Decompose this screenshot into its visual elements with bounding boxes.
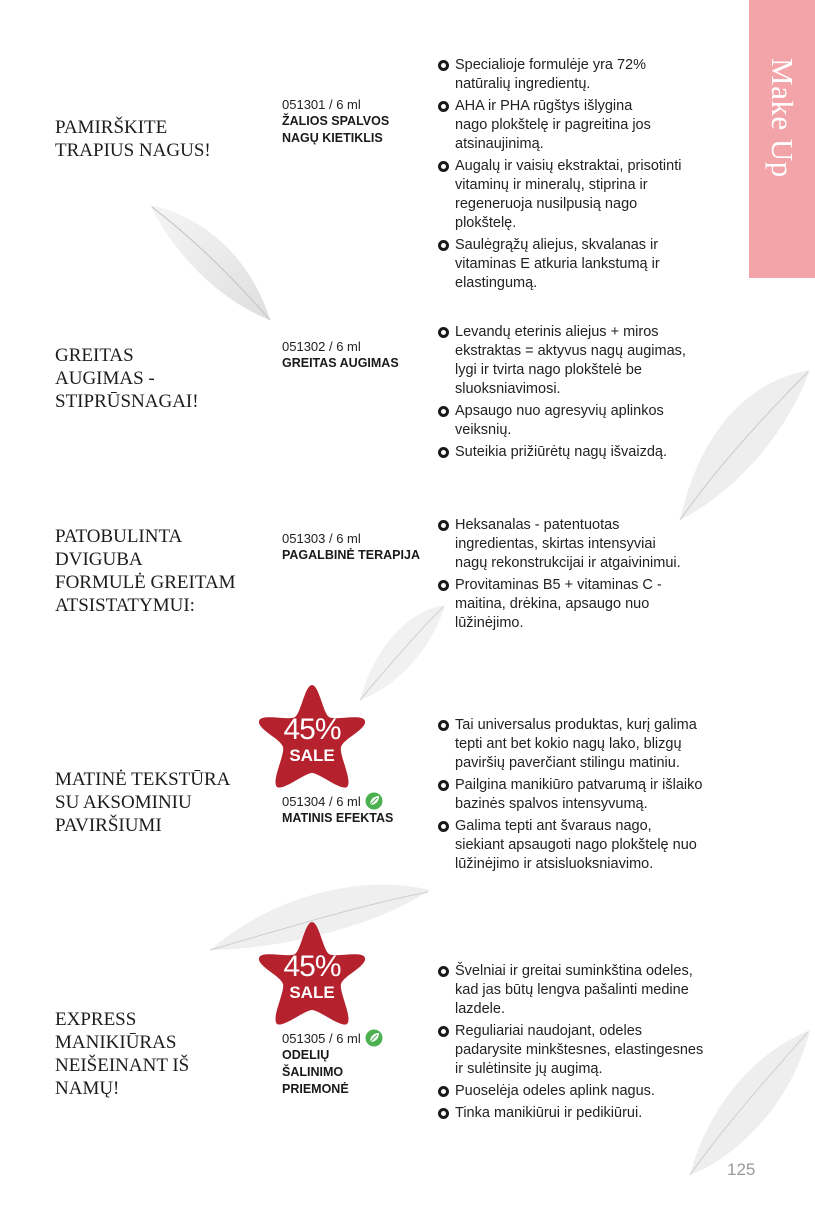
product-name: ŽALIOS SPALVOS NAGŲ KIETIKLIS xyxy=(282,114,390,145)
bullet-icon xyxy=(438,821,449,832)
product-code: 051304 / 6 ml xyxy=(282,792,432,810)
side-category-tab[interactable] xyxy=(749,0,815,278)
list-item: Tinka manikiūrui ir pedikiūrui. xyxy=(438,1104,753,1123)
product-code: 051302 / 6 ml xyxy=(282,339,361,354)
sale-badge xyxy=(257,920,367,1028)
list-item: Augalų ir vaisių ekstraktai, prisotinti vitaminų ir mineralų, stiprina ir regeneruoja nusilpusią nago plokštelę. xyxy=(438,157,753,233)
bullet-icon xyxy=(438,780,449,791)
list-item: Specialioje formulėje yra 72% natūralių ingredientų. xyxy=(438,56,753,94)
bullet-icon xyxy=(438,240,449,251)
side-tab-label: Make Up xyxy=(765,58,800,178)
eco-leaf-icon xyxy=(365,792,383,810)
product-info xyxy=(282,96,432,147)
section-title: PATOBULINTA DVIGUBA FORMULĖ GREITAM ATSISTATYMUI: xyxy=(55,526,236,616)
feature-list xyxy=(438,962,753,1126)
list-item: Levandų eterinis aliejus + miros ekstraktas = aktyvus nagų augimas, lygi ir tvirta nago plokštelė be sluoksniavimosi. xyxy=(438,323,753,399)
list-item: Saulėgrąžų aliejus, skvalanas ir vitaminas E atkuria lankstumą ir elastingumą. xyxy=(438,236,753,293)
list-item: Tai universalus produktas, kurį galima tepti ant bet kokio nagų lako, blizgų paviršių paverčiant stilingu matiniu. xyxy=(438,716,753,773)
section-title: EXPRESS MANIKIŪRAS NEIŠEINANT IŠ NAMŲ! xyxy=(55,1009,190,1099)
bullet-icon xyxy=(438,520,449,531)
product-info xyxy=(282,792,432,827)
page-number: 125 xyxy=(727,1160,756,1179)
bullet-icon xyxy=(438,447,449,458)
section-title: PAMIRŠKITE TRAPIUS NAGUS! xyxy=(55,117,211,161)
bullet-icon xyxy=(438,1026,449,1037)
sale-label: SALE xyxy=(289,983,335,1002)
list-item: Puoselėja odeles aplink nagus. xyxy=(438,1082,753,1101)
product-code: 051303 / 6 ml xyxy=(282,531,361,546)
bullet-icon xyxy=(438,1086,449,1097)
feature-list xyxy=(438,323,753,465)
bullet-icon xyxy=(438,60,449,71)
product-code: 051301 / 6 ml xyxy=(282,97,361,112)
sale-badge xyxy=(257,683,367,791)
bullet-icon xyxy=(438,1108,449,1119)
feature-list xyxy=(438,56,753,296)
bullet-icon xyxy=(438,406,449,417)
product-name: GREITAS AUGIMAS xyxy=(282,356,399,370)
product-info xyxy=(282,530,432,564)
list-item: Švelniai ir greitai suminkština odeles, kad jas būtų lengva pašalinti medine lazdele. xyxy=(438,962,753,1019)
bullet-icon xyxy=(438,580,449,591)
list-item: Apsaugo nuo agresyvių aplinkos veiksnių. xyxy=(438,402,753,440)
sale-label: SALE xyxy=(289,746,335,765)
list-item: Provitaminas B5 + vitaminas C - maitina, drėkina, apsaugo nuo lūžinėjimo. xyxy=(438,576,753,633)
list-item: Pailgina manikiūro patvarumą ir išlaiko bazinės spalvos intensyvumą. xyxy=(438,776,753,814)
bullet-icon xyxy=(438,966,449,977)
product-name: PAGALBINĖ TERAPIJA xyxy=(282,548,420,562)
product-code: 051305 / 6 ml xyxy=(282,1029,432,1047)
sale-percent: 45% xyxy=(283,950,341,983)
bullet-icon xyxy=(438,720,449,731)
bullet-icon xyxy=(438,101,449,112)
list-item: Reguliariai naudojant, odeles padarysite minkštesnes, elastingesnes ir sulėtinsite jų augimą. xyxy=(438,1022,753,1079)
product-name: ODELIŲ ŠALINIMO PRIEMONĖ xyxy=(282,1048,349,1096)
product-info xyxy=(282,338,432,372)
product-name: MATINIS EFEKTAS xyxy=(282,811,394,825)
eco-leaf-icon xyxy=(365,1029,383,1047)
section-title: MATINĖ TEKSTŪRA SU AKSOMINIU PAVIRŠIUMI xyxy=(55,769,231,836)
list-item: Galima tepti ant švaraus nago, siekiant apsaugoti nago plokštelę nuo lūžinėjimo ir atsisluoksniavimo. xyxy=(438,817,753,874)
feature-list xyxy=(438,516,753,636)
bullet-icon xyxy=(438,161,449,172)
feather-decoration xyxy=(140,195,280,335)
feature-list xyxy=(438,716,753,877)
list-item: Suteikia prižiūrėtų nagų išvaizdą. xyxy=(438,443,753,462)
sale-percent: 45% xyxy=(283,713,341,746)
list-item: AHA ir PHA rūgštys išlygina nago plokštelę ir pagreitina jos atsinaujinimą. xyxy=(438,97,753,154)
list-item: Heksanalas - patentuotas ingredientas, skirtas intensyviai nagų rekonstrukcijai ir atgaivinimui. xyxy=(438,516,753,573)
section-title: GREITAS AUGIMAS - STIPRŪSNAGAI! xyxy=(55,345,199,412)
bullet-icon xyxy=(438,327,449,338)
product-info xyxy=(282,1029,432,1098)
